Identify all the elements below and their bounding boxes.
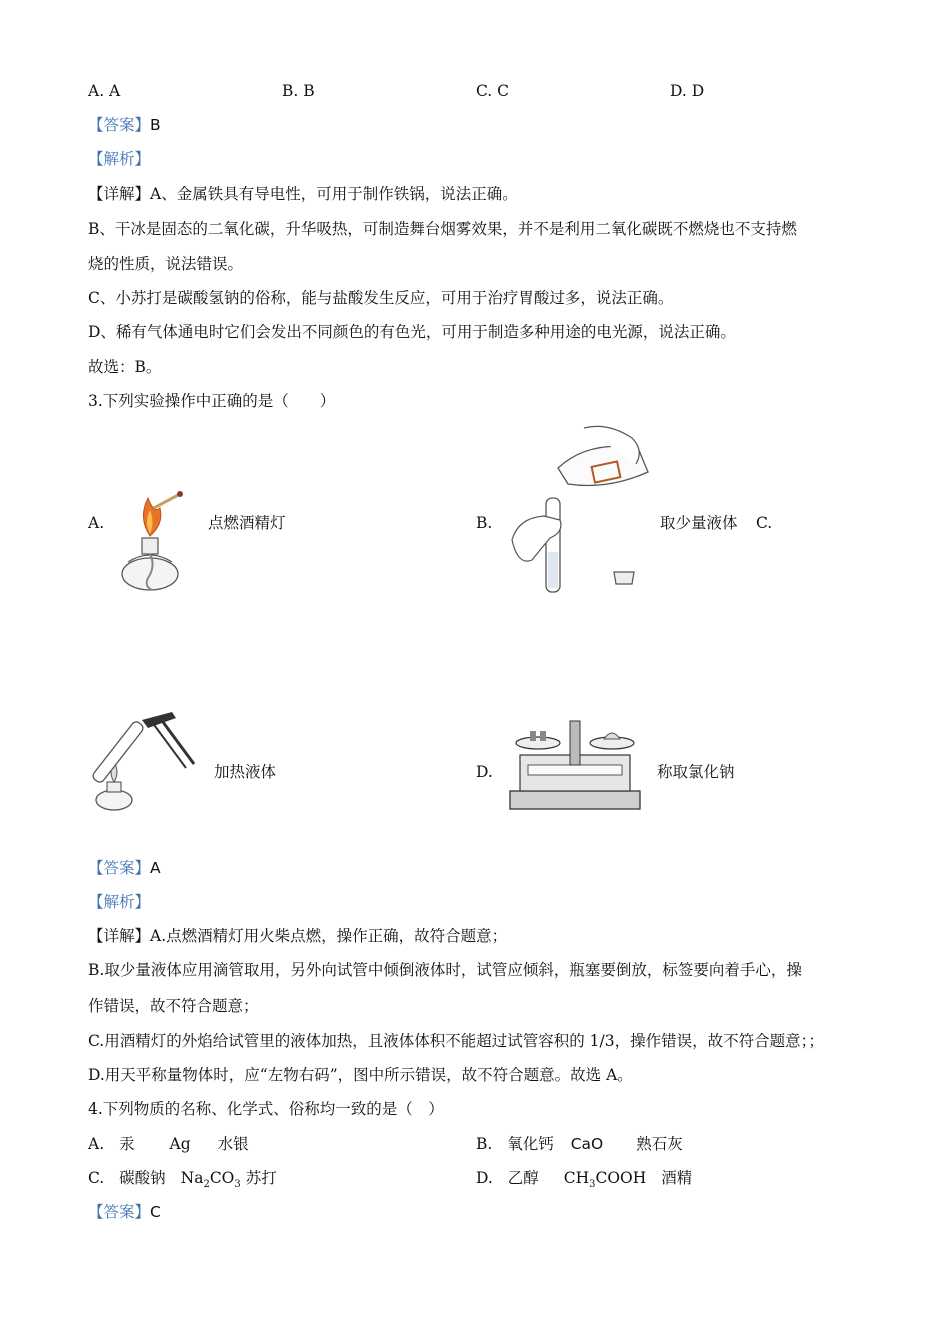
q4-c-letter: C. bbox=[88, 1169, 105, 1187]
formula-part: CO bbox=[209, 1169, 235, 1187]
formula-subscript: 3 bbox=[589, 1179, 596, 1191]
formula-subscript: 3 bbox=[234, 1179, 241, 1191]
q4-a-name: 汞 bbox=[119, 1135, 135, 1153]
q3-option-c-text: 加热液体 bbox=[214, 763, 277, 781]
q3-detail-c: C.用酒精灯的外焰给试管里的液体加热，且液体体积不能超过试管容积的 1/3，操作错误，故不符合题意；； bbox=[88, 1032, 824, 1050]
q3-answer: A bbox=[150, 859, 161, 877]
q4-option-a bbox=[88, 1133, 249, 1155]
q4-option-c bbox=[88, 1167, 277, 1196]
q4-b-letter: B. bbox=[476, 1135, 493, 1153]
q4-answer-line bbox=[88, 1201, 161, 1223]
q3-option-c-letter: C. bbox=[756, 514, 773, 532]
q2-conclusion: 故选：B。 bbox=[88, 358, 162, 376]
q4-a-letter: A. bbox=[88, 1135, 105, 1153]
q4-c-formula bbox=[180, 1169, 241, 1191]
balance-scale-image bbox=[500, 715, 650, 815]
q2-detail-a bbox=[88, 183, 518, 205]
q4-d-letter: D. bbox=[476, 1169, 493, 1187]
q3-option-b-letter: B. bbox=[476, 514, 493, 532]
q3-option-a-text: 点燃酒精灯 bbox=[208, 514, 286, 532]
q3-detail-a-text: A.点燃酒精灯用火柴点燃，操作正确，故符合题意； bbox=[150, 927, 508, 945]
q4-answer: C bbox=[150, 1203, 161, 1221]
q4-c-name: 碳酸钠 bbox=[119, 1169, 166, 1187]
q2-analysis-tag: 【解析】 bbox=[88, 150, 151, 168]
q4-question: 4.下列物质的名称、化学式、俗称均一致的是（ ） bbox=[88, 1100, 444, 1118]
q3-detail-b1: B.取少量液体应用滴管取用，另外向试管中倾倒液体时，试管应倾斜，瓶塞要倒放，标签要向着手心，操 bbox=[88, 961, 802, 979]
alcohol-lamp-lighting-image bbox=[110, 488, 190, 598]
formula-subscript: 2 bbox=[203, 1179, 210, 1191]
q4-d-name: 乙醇 bbox=[507, 1169, 539, 1187]
q4-option-b bbox=[476, 1133, 683, 1155]
q4-option-d bbox=[476, 1167, 692, 1196]
formula-part: COOH bbox=[595, 1169, 647, 1187]
q3-option-d-text: 称取氯化钠 bbox=[657, 763, 735, 781]
q2-option-c: C. C bbox=[476, 82, 510, 100]
formula-part: CH bbox=[563, 1169, 590, 1187]
answer-tag: 【答案】 bbox=[88, 859, 151, 877]
q4-c-common: 苏打 bbox=[245, 1169, 277, 1187]
q3-answer-line bbox=[88, 857, 161, 879]
answer-tag: 【答案】 bbox=[88, 1203, 151, 1221]
q3-question: 3.下列实验操作中正确的是（ ） bbox=[88, 392, 336, 410]
q2-detail-d: D、稀有气体通电时它们会发出不同颜色的有色光，可用于制造多种用途的电光源，说法正确。 bbox=[88, 323, 736, 341]
detail-tag: 【详解】 bbox=[88, 185, 151, 203]
q4-a-common: 水银 bbox=[217, 1135, 249, 1153]
q2-detail-a-text: A、金属铁具有导电性，可用于制作铁锅，说法正确。 bbox=[150, 185, 518, 203]
q3-detail-d: D.用天平称量物体时，应“左物右码”，图中所示错误，故不符合题意。故选 A。 bbox=[88, 1066, 633, 1084]
q2-option-a: A. A bbox=[88, 82, 121, 100]
pouring-liquid-image bbox=[498, 420, 658, 600]
q2-detail-c: C、小苏打是碳酸氢钠的俗称，能与盐酸发生反应，可用于治疗胃酸过多，说法正确。 bbox=[88, 289, 674, 307]
q2-detail-b1: B、干冰是固态的二氧化碳，升华吸热，可制造舞台烟雾效果，并不是利用二氧化碳既不燃烧也不支持燃 bbox=[88, 220, 797, 238]
q4-b-formula: CaO bbox=[570, 1135, 604, 1153]
q2-option-b: B. B bbox=[282, 82, 315, 100]
q3-option-a-letter: A. bbox=[88, 514, 105, 532]
q2-detail-b2: 烧的性质，说法错误。 bbox=[88, 255, 244, 273]
answer-tag: 【答案】 bbox=[88, 116, 151, 134]
q3-option-b-text: 取少量液体 bbox=[660, 514, 738, 532]
heating-liquid-image bbox=[90, 706, 200, 816]
formula-part: Na bbox=[180, 1169, 204, 1187]
q2-answer: B bbox=[150, 116, 161, 134]
q2-answer-line bbox=[88, 114, 161, 136]
q3-detail-a bbox=[88, 925, 507, 947]
q4-b-common: 熟石灰 bbox=[636, 1135, 683, 1153]
q3-option-d-letter: D. bbox=[476, 763, 493, 781]
q3-analysis-tag: 【解析】 bbox=[88, 893, 151, 911]
q4-a-formula: Ag bbox=[169, 1135, 191, 1153]
q4-d-common: 酒精 bbox=[661, 1169, 693, 1187]
detail-tag: 【详解】 bbox=[88, 927, 151, 945]
q3-detail-b2: 作错误，故不符合题意； bbox=[88, 997, 259, 1015]
q2-option-d: D. D bbox=[670, 82, 705, 100]
q4-b-name: 氧化钙 bbox=[507, 1135, 554, 1153]
q4-d-formula bbox=[563, 1169, 647, 1191]
